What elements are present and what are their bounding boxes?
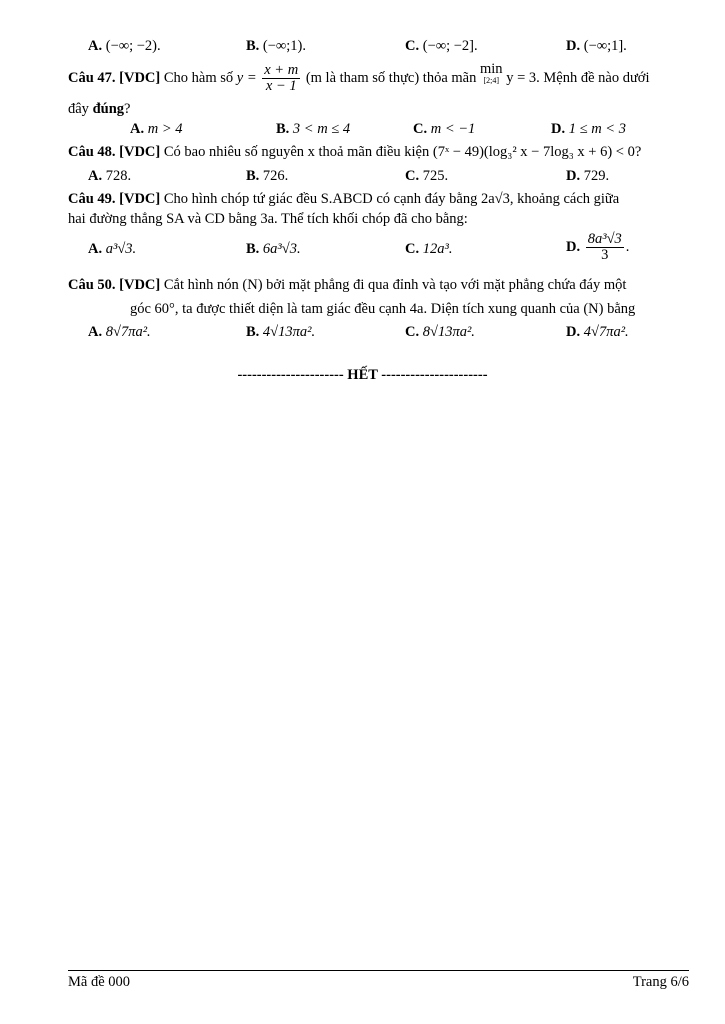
option-label: A. bbox=[88, 241, 103, 257]
option-text: 3 < m ≤ 4 bbox=[292, 121, 351, 137]
question-text: Cho hàm số bbox=[163, 70, 234, 86]
q47-line2 bbox=[68, 100, 689, 118]
option-text: (−∞; −2). bbox=[105, 38, 161, 54]
question-text: (m là tham số thực) thỏa mãn bbox=[305, 70, 477, 86]
option-label: B. bbox=[246, 324, 260, 340]
option-label: C. bbox=[405, 241, 420, 257]
option-label: B. bbox=[246, 168, 260, 184]
question-heading: Câu 50. [VDC] bbox=[68, 277, 161, 293]
q48-line1 bbox=[68, 143, 689, 161]
question-condition: y = 3. Mệnh đề nào dưới bbox=[506, 70, 650, 86]
q49-option-d bbox=[566, 228, 629, 266]
min-word: min bbox=[480, 61, 503, 77]
option-text: 12a³. bbox=[422, 241, 453, 257]
option-label: C. bbox=[405, 38, 420, 54]
question-text: Cho hình chóp tứ giác đều S.ABCD có cạnh đáy bằng 2a√3, khoảng cách giữa bbox=[163, 191, 620, 207]
option-text: 729. bbox=[583, 168, 610, 184]
option-label: C. bbox=[405, 168, 420, 184]
option-text: (−∞;1]. bbox=[583, 38, 627, 54]
question-heading: Câu 48. [VDC] bbox=[68, 144, 161, 160]
option-text: 8√7πa². bbox=[105, 324, 151, 340]
q49-line2 bbox=[68, 210, 689, 228]
option-label: A. bbox=[88, 324, 103, 340]
q49-option-b bbox=[246, 240, 301, 258]
question-text: hai đường thẳng SA và CD bằng 3a. Thể tích khối chóp đã cho bằng: bbox=[68, 211, 468, 227]
question-text: Có bao nhiêu số nguyên x thoả mãn điều kiện bbox=[163, 144, 430, 160]
q50-option-b bbox=[246, 323, 315, 341]
option-label: B. bbox=[246, 241, 260, 257]
q46-option-d bbox=[566, 37, 627, 55]
inequality-expression: (7ˣ − 49)(log₃² x − 7log₃ x + 6) < 0? bbox=[432, 144, 642, 160]
question-mark: ? bbox=[124, 101, 131, 117]
fraction-denominator: 3 bbox=[601, 247, 609, 264]
option-text: 8√13πa². bbox=[422, 324, 475, 340]
option-text: (−∞; −2]. bbox=[422, 38, 478, 54]
end-of-exam-mark: ---------------------- HẾT ---------------------- bbox=[237, 367, 488, 383]
q47-line1 bbox=[68, 62, 689, 94]
q50-option-c bbox=[405, 323, 475, 341]
option-label: D. bbox=[551, 121, 566, 137]
q47-option-a bbox=[130, 120, 183, 138]
q48-option-d bbox=[566, 167, 609, 185]
q49-option-c bbox=[405, 240, 452, 258]
page-number: Trang 6/6 bbox=[632, 974, 689, 990]
option-text: 726. bbox=[262, 168, 289, 184]
option-fraction bbox=[586, 232, 624, 263]
option-label: B. bbox=[246, 38, 260, 54]
footer-divider bbox=[68, 970, 689, 971]
option-tail: . bbox=[625, 239, 630, 255]
function-lhs: y = bbox=[236, 70, 257, 86]
q48-option-a bbox=[88, 167, 131, 185]
q47-option-b bbox=[276, 120, 350, 138]
option-label: A. bbox=[88, 168, 103, 184]
option-text: m > 4 bbox=[147, 121, 183, 137]
option-text: 4√7πa². bbox=[583, 324, 629, 340]
emphasis-word: đúng bbox=[92, 101, 125, 117]
fraction-numerator: 8a³√3 bbox=[587, 231, 622, 248]
q46-option-b bbox=[246, 37, 306, 55]
option-text: 4√13πa². bbox=[262, 324, 316, 340]
option-label: B. bbox=[276, 121, 290, 137]
option-label: D. bbox=[566, 38, 581, 54]
exam-code: Mã đề 000 bbox=[68, 974, 131, 990]
q47-option-d bbox=[551, 120, 626, 138]
option-label: D. bbox=[566, 168, 581, 184]
option-label: A. bbox=[88, 38, 103, 54]
question-text: đây bbox=[68, 101, 89, 117]
q50-line2 bbox=[130, 300, 689, 318]
q50-option-d bbox=[566, 323, 629, 341]
option-label: D. bbox=[566, 239, 581, 255]
fraction-numerator: x + m bbox=[264, 62, 299, 79]
option-text: 728. bbox=[105, 168, 132, 184]
option-label: C. bbox=[405, 324, 420, 340]
question-heading: Câu 47. [VDC] bbox=[68, 70, 161, 86]
option-text: 6a³√3. bbox=[262, 241, 301, 257]
q48-option-b bbox=[246, 167, 288, 185]
option-label: C. bbox=[413, 121, 428, 137]
q47-option-c bbox=[413, 120, 475, 138]
option-text: m < −1 bbox=[430, 121, 476, 137]
q46-option-c bbox=[405, 37, 478, 55]
option-label: D. bbox=[566, 324, 581, 340]
function-fraction bbox=[262, 63, 300, 94]
question-text: góc 60°, ta được thiết diện là tam giác đều cạnh 4a. Diện tích xung quanh của (N) bằng bbox=[130, 301, 636, 317]
q49-line1 bbox=[68, 190, 689, 208]
option-label: A. bbox=[130, 121, 145, 137]
option-text: 1 ≤ m < 3 bbox=[568, 121, 626, 137]
min-interval: [2;4] bbox=[483, 76, 500, 85]
q50-line1 bbox=[68, 276, 689, 294]
q49-option-a bbox=[88, 240, 136, 258]
option-text: a³√3. bbox=[105, 241, 137, 257]
question-text: Cắt hình nón (N) bởi mặt phẳng đi qua đỉnh và tạo với mặt phẳng chứa đáy một bbox=[163, 277, 627, 293]
option-text: 725. bbox=[422, 168, 449, 184]
question-heading: Câu 49. [VDC] bbox=[68, 191, 161, 207]
q48-option-c bbox=[405, 167, 448, 185]
min-operator bbox=[480, 62, 503, 85]
fraction-denominator: x − 1 bbox=[265, 78, 297, 95]
option-text: (−∞;1). bbox=[262, 38, 306, 54]
q46-option-a bbox=[88, 37, 161, 55]
q50-option-a bbox=[88, 323, 151, 341]
